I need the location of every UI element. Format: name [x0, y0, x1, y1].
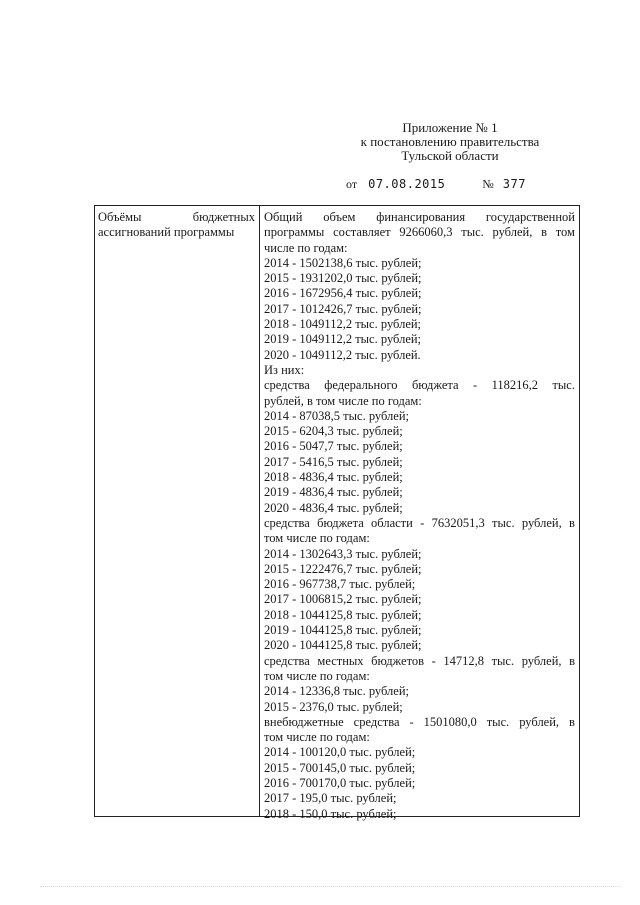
row-label-word-2: бюджетных: [192, 210, 255, 224]
regional-budget-heading-word: 7632051,3: [431, 515, 485, 530]
federal-year-line: 2015 - 6204,3 тыс. рублей;: [264, 424, 403, 439]
total-intro-line-word: программы: [264, 225, 325, 240]
total-year-line: 2016 - 1672956,4 тыс. рублей;: [264, 286, 422, 301]
federal-budget-heading: [264, 378, 575, 393]
federal-year-line: 2014 - 87038,5 тыс. рублей;: [264, 408, 409, 423]
regional-budget-heading-word: бюджета: [317, 515, 364, 530]
local-year-line: 2014 - 12336,8 тыс. рублей;: [264, 684, 409, 699]
regional-year-line: 2017 - 1006815,2 тыс. рублей;: [264, 592, 422, 607]
regional-budget-heading: [264, 516, 575, 531]
row-label-cell: [98, 210, 255, 240]
regional-budget-heading-word: тыс.: [492, 515, 515, 530]
total-year-line: 2018 - 1049112,2 тыс. рублей;: [264, 317, 422, 332]
regional-budget-heading-word: рублей,: [521, 515, 562, 530]
row-content-cell: [264, 210, 575, 822]
extrabudgetary-heading: том числе по годам:: [264, 730, 370, 745]
federal-year-line: 2020 - 4836,4 тыс. рублей;: [264, 500, 403, 515]
local-budget-heading-word: средства: [264, 653, 310, 668]
extrabudgetary-heading: [264, 715, 575, 730]
row-label-word-1: Объёмы: [98, 210, 142, 224]
local-budget-heading: том числе по годам:: [264, 668, 370, 683]
appendix-header: [340, 121, 560, 163]
column-divider: [259, 206, 260, 816]
document-date-line: [346, 177, 526, 192]
local-budget-heading-word: местных: [317, 653, 364, 668]
federal-budget-heading-word: тыс.: [552, 378, 575, 393]
local-budget-heading-word: -: [431, 653, 436, 668]
regional-budget-heading-word: в: [569, 515, 575, 530]
document-number: 377: [502, 177, 526, 191]
extrabudgetary-year-line: 2017 - 195,0 тыс. рублей;: [264, 791, 397, 806]
total-intro-line-word: финансирования: [376, 210, 466, 224]
appendix-subtitle: к постановлению правительства: [360, 134, 540, 149]
local-budget-heading-word: тыс.: [491, 653, 515, 668]
regional-budget-heading-word: области: [371, 515, 413, 530]
regional-year-line: 2016 - 967738,7 тыс. рублей;: [264, 577, 416, 592]
extrabudgetary-heading-word: внебюджетные: [264, 714, 344, 729]
total-intro-line: числе по годам:: [264, 240, 348, 255]
funding-table: [94, 205, 580, 821]
federal-budget-heading: рублей, в том числе по годам:: [264, 393, 422, 408]
local-budget-heading-word: 14712,8: [443, 653, 484, 668]
federal-year-line: 2018 - 4836,4 тыс. рублей;: [264, 470, 403, 485]
regional-year-line: 2018 - 1044125,8 тыс. рублей;: [264, 607, 422, 622]
total-year-line: 2019 - 1049112,2 тыс. рублей;: [264, 332, 422, 347]
regional-budget-heading-word: средства: [264, 515, 310, 530]
number-label: №: [482, 177, 494, 191]
total-intro-line-word: в: [541, 225, 547, 240]
federal-budget-heading-word: бюджета: [411, 378, 459, 393]
federal-year-line: 2016 - 5047,7 тыс. рублей;: [264, 439, 403, 454]
appendix-region: Тульской области: [401, 148, 499, 163]
local-budget-heading-word: рублей,: [521, 653, 562, 668]
total-intro-line-word: объем: [323, 210, 356, 224]
federal-year-line: 2019 - 4836,4 тыс. рублей;: [264, 485, 403, 500]
federal-budget-heading-word: средства: [264, 378, 310, 393]
federal-budget-heading-word: 118216,2: [491, 378, 538, 393]
extrabudgetary-heading-word: тыс.: [486, 714, 510, 729]
total-intro-line-word: рублей,: [492, 225, 533, 240]
total-intro-line-word: Общий: [264, 210, 303, 224]
local-year-line: 2015 - 2376,0 тыс. рублей;: [264, 699, 403, 714]
of-them-label: Из них:: [264, 362, 305, 377]
federal-budget-heading-word: -: [472, 378, 478, 393]
regional-year-line: 2019 - 1044125,8 тыс. рублей;: [264, 623, 422, 638]
date-prefix: от: [346, 177, 358, 191]
local-budget-heading-word: в: [569, 653, 575, 668]
local-budget-heading-word: бюджетов: [371, 653, 425, 668]
document-date: 07.08.2015: [368, 177, 446, 191]
appendix-title: Приложение № 1: [402, 120, 498, 135]
extrabudgetary-heading-word: -: [409, 714, 414, 729]
federal-budget-heading-word: федерального: [324, 378, 398, 393]
extrabudgetary-heading-word: 1501080,0: [423, 714, 477, 729]
total-intro-line: [264, 225, 575, 240]
total-intro-line-word: 9266060,3: [399, 225, 453, 240]
total-intro-line-word: составляет: [333, 225, 391, 240]
total-intro-line-word: тыс.: [461, 225, 484, 240]
extrabudgetary-year-line: 2015 - 700145,0 тыс. рублей;: [264, 760, 416, 775]
total-intro-line: [264, 210, 575, 225]
scan-edge-noise: [40, 886, 620, 888]
total-intro-line-word: том: [555, 225, 575, 240]
extrabudgetary-year-line: 2018 - 150,0 тыс. рублей;: [264, 806, 397, 821]
regional-year-line: 2015 - 1222476,7 тыс. рублей;: [264, 561, 422, 576]
regional-year-line: 2020 - 1044125,8 тыс. рублей;: [264, 638, 422, 653]
total-year-line: 2015 - 1931202,0 тыс. рублей;: [264, 271, 422, 286]
extrabudgetary-year-line: 2014 - 100120,0 тыс. рублей;: [264, 745, 416, 760]
regional-budget-heading: том числе по годам:: [264, 531, 370, 546]
regional-budget-heading-word: -: [420, 515, 425, 530]
row-label-line-2: ассигнований программы: [98, 225, 235, 239]
total-intro-line-word: государственной: [485, 210, 575, 224]
total-year-line: 2014 - 1502138,6 тыс. рублей;: [264, 255, 422, 270]
extrabudgetary-year-line: 2016 - 700170,0 тыс. рублей;: [264, 775, 416, 790]
federal-year-line: 2017 - 5416,5 тыс. рублей;: [264, 454, 403, 469]
extrabudgetary-heading-word: в: [569, 714, 575, 729]
regional-year-line: 2014 - 1302643,3 тыс. рублей;: [264, 546, 422, 561]
extrabudgetary-heading-word: средства: [353, 714, 400, 729]
local-budget-heading: [264, 654, 575, 669]
total-year-line: 2017 - 1012426,7 тыс. рублей;: [264, 301, 422, 316]
total-year-line: 2020 - 1049112,2 тыс. рублей.: [264, 347, 421, 362]
extrabudgetary-heading-word: рублей,: [519, 714, 560, 729]
